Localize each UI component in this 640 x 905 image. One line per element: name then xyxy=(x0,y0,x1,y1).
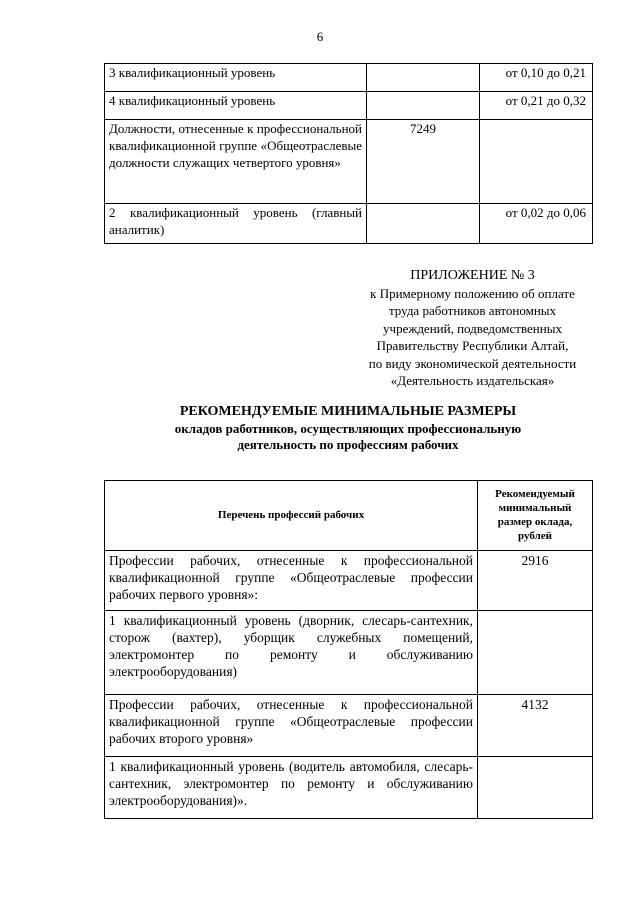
code-cell: 7249 xyxy=(367,120,480,204)
code-cell xyxy=(367,204,480,244)
profession-cell: 1 квалификационный уровень (дворник, слесарь-сантехник, сторож (вахтер), уборщик служебных помещений, электромонтер по ремонту и обслуживанию электрооборудования) xyxy=(105,611,478,695)
table-row xyxy=(105,64,593,92)
code-cell xyxy=(367,92,480,120)
profession-cell: 1 квалификационный уровень (водитель автомобиля, слесарь-сантехник, электромонтер по ремонту и обслуживанию электрооборудования)». xyxy=(105,757,478,819)
profession-cell: Профессии рабочих, отнесенные к профессиональной квалификационной группе «Общеотраслевые профессии рабочих второго уровня» xyxy=(105,695,478,757)
appendix-line: по виду экономической деятельности xyxy=(368,355,577,371)
table-row xyxy=(105,551,593,611)
coefficient-cell xyxy=(480,120,593,204)
appendix-line: труда работников автономных xyxy=(388,303,557,318)
code-cell xyxy=(367,64,480,92)
salary-cell xyxy=(478,757,593,819)
table-row xyxy=(105,204,593,244)
salary-cell: 2916 xyxy=(478,551,593,611)
coefficient-cell: от 0,02 до 0,06 xyxy=(480,204,593,244)
appendix-line: учреждений, подведомственных xyxy=(383,320,562,336)
title-line: деятельность по профессиям рабочих xyxy=(237,437,459,452)
salary-cell xyxy=(478,611,593,695)
coefficients-table xyxy=(104,63,593,244)
position-cell: Должности, отнесенные к профессиональной квалификационной группе «Общеотраслевые должности служащих четвертого уровня» xyxy=(105,120,367,204)
appendix-line: «Деятельность издательская» xyxy=(390,373,555,388)
profession-cell: Профессии рабочих, отнесенные к профессиональной квалификационной группе «Общеотраслевые профессии рабочих первого уровня»: xyxy=(105,551,478,611)
coefficient-cell: от 0,21 до 0,32 xyxy=(480,92,593,120)
salary-table xyxy=(104,480,593,819)
appendix-line: Правительству Республики Алтай, xyxy=(376,338,569,353)
appendix-block xyxy=(340,267,605,390)
position-cell: 3 квалификационный уровень xyxy=(105,64,367,92)
appendix-line: к Примерному положению об оплате xyxy=(370,285,575,301)
table-row xyxy=(105,120,593,204)
salary-header: Рекомендуемый минимальный размер оклада, рублей xyxy=(478,481,593,551)
appendix-heading: ПРИЛОЖЕНИЕ № 3 xyxy=(410,268,535,283)
table-row xyxy=(105,757,593,819)
page-number: 6 xyxy=(316,29,324,44)
position-cell: 4 квалификационный уровень xyxy=(105,92,367,120)
table-header-row xyxy=(105,481,593,551)
coefficient-cell: от 0,10 до 0,21 xyxy=(480,64,593,92)
table-row xyxy=(105,92,593,120)
title-line: окладов работников, осуществляющих профессиональную xyxy=(174,420,522,436)
table-row xyxy=(105,695,593,757)
professions-header: Перечень профессий рабочих xyxy=(105,481,478,551)
salary-cell: 4132 xyxy=(478,695,593,757)
title-line: РЕКОМЕНДУЕМЫЕ МИНИМАЛЬНЫЕ РАЗМЕРЫ xyxy=(179,404,517,419)
position-cell: 2 квалификационный уровень (главный аналитик) xyxy=(105,204,367,244)
document-title xyxy=(104,404,592,454)
table-row xyxy=(105,611,593,695)
